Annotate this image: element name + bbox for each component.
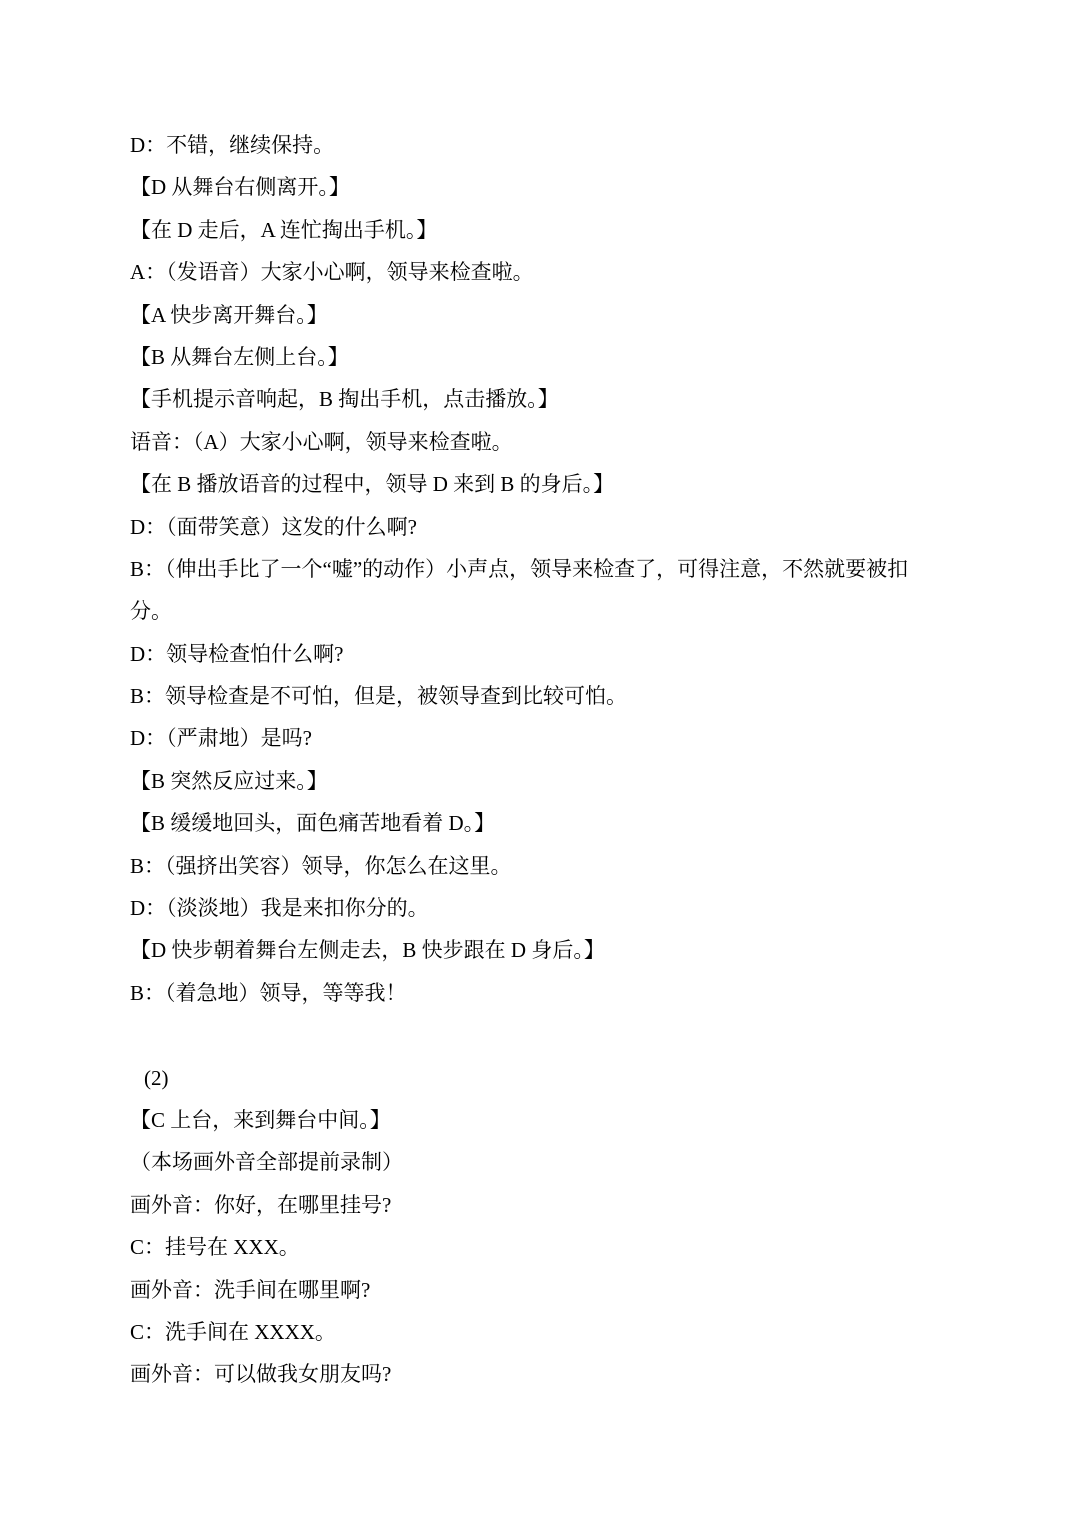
dialogue-line: C：洗手间在 XXXX。 (130, 1319, 336, 1344)
stage-direction: 【B 缓缓地回头，面色痛苦地看着 D。】 (130, 811, 496, 836)
stage-direction: 【B 从舞台左侧上台。】 (130, 344, 349, 369)
stage-direction: 【C 上台，来到舞台中间。】 (130, 1107, 391, 1132)
dialogue-line: 画外音：可以做我女朋友吗? (130, 1362, 392, 1387)
dialogue-line: D：（面带笑意）这发的什么啊? (130, 514, 417, 539)
stage-direction: 【A 快步离开舞台。】 (130, 302, 328, 327)
blank-line (130, 1014, 990, 1056)
dialogue-line: B：（伸出手比了一个“嘘”的动作）小声点，领导来检查了，可得注意，不然就要被扣 (130, 556, 909, 581)
stage-direction: 【D 快步朝着舞台左侧走去，B 快步跟在 D 身后。】 (130, 938, 605, 963)
dialogue-line: 画外音：你好，在哪里挂号? (130, 1192, 392, 1217)
script-body (130, 124, 990, 1396)
stage-direction: 【在 B 播放语音的过程中，领导 D 来到 B 的身后。】 (130, 472, 615, 497)
dialogue-line: B：领导检查是不可怕，但是，被领导查到比较可怕。 (130, 684, 628, 709)
dialogue-line: D：领导检查怕什么啊? (130, 641, 344, 666)
stage-direction: 【D 从舞台右侧离开。】 (130, 175, 350, 200)
dialogue-line: D：（淡淡地）我是来扣你分的。 (130, 896, 429, 921)
dialogue-line-continuation: 分。 (130, 599, 172, 624)
dialogue-line: B：（着急地）领导，等等我！ (130, 980, 407, 1005)
scene-number: (2) (144, 1065, 169, 1090)
dialogue-line: 语音：（A）大家小心啊，领导来检查啦。 (130, 429, 513, 454)
dialogue-line: B：（强挤出笑容）领导，你怎么在这里。 (130, 853, 512, 878)
scene-note: （本场画外音全部提前录制） (130, 1150, 403, 1175)
stage-direction: 【B 突然反应过来。】 (130, 768, 328, 793)
stage-direction: 【手机提示音响起，B 掏出手机，点击播放。】 (130, 387, 559, 412)
dialogue-line: D：（严肃地）是吗? (130, 726, 312, 751)
dialogue-line: C：挂号在 XXX。 (130, 1235, 300, 1260)
dialogue-line: 画外音：洗手间在哪里啊? (130, 1277, 371, 1302)
stage-direction: 【在 D 走后，A 连忙掏出手机。】 (130, 217, 438, 242)
dialogue-line: A：（发语音）大家小心啊，领导来检查啦。 (130, 260, 534, 285)
dialogue-line: D：不错，继续保持。 (130, 133, 335, 157)
